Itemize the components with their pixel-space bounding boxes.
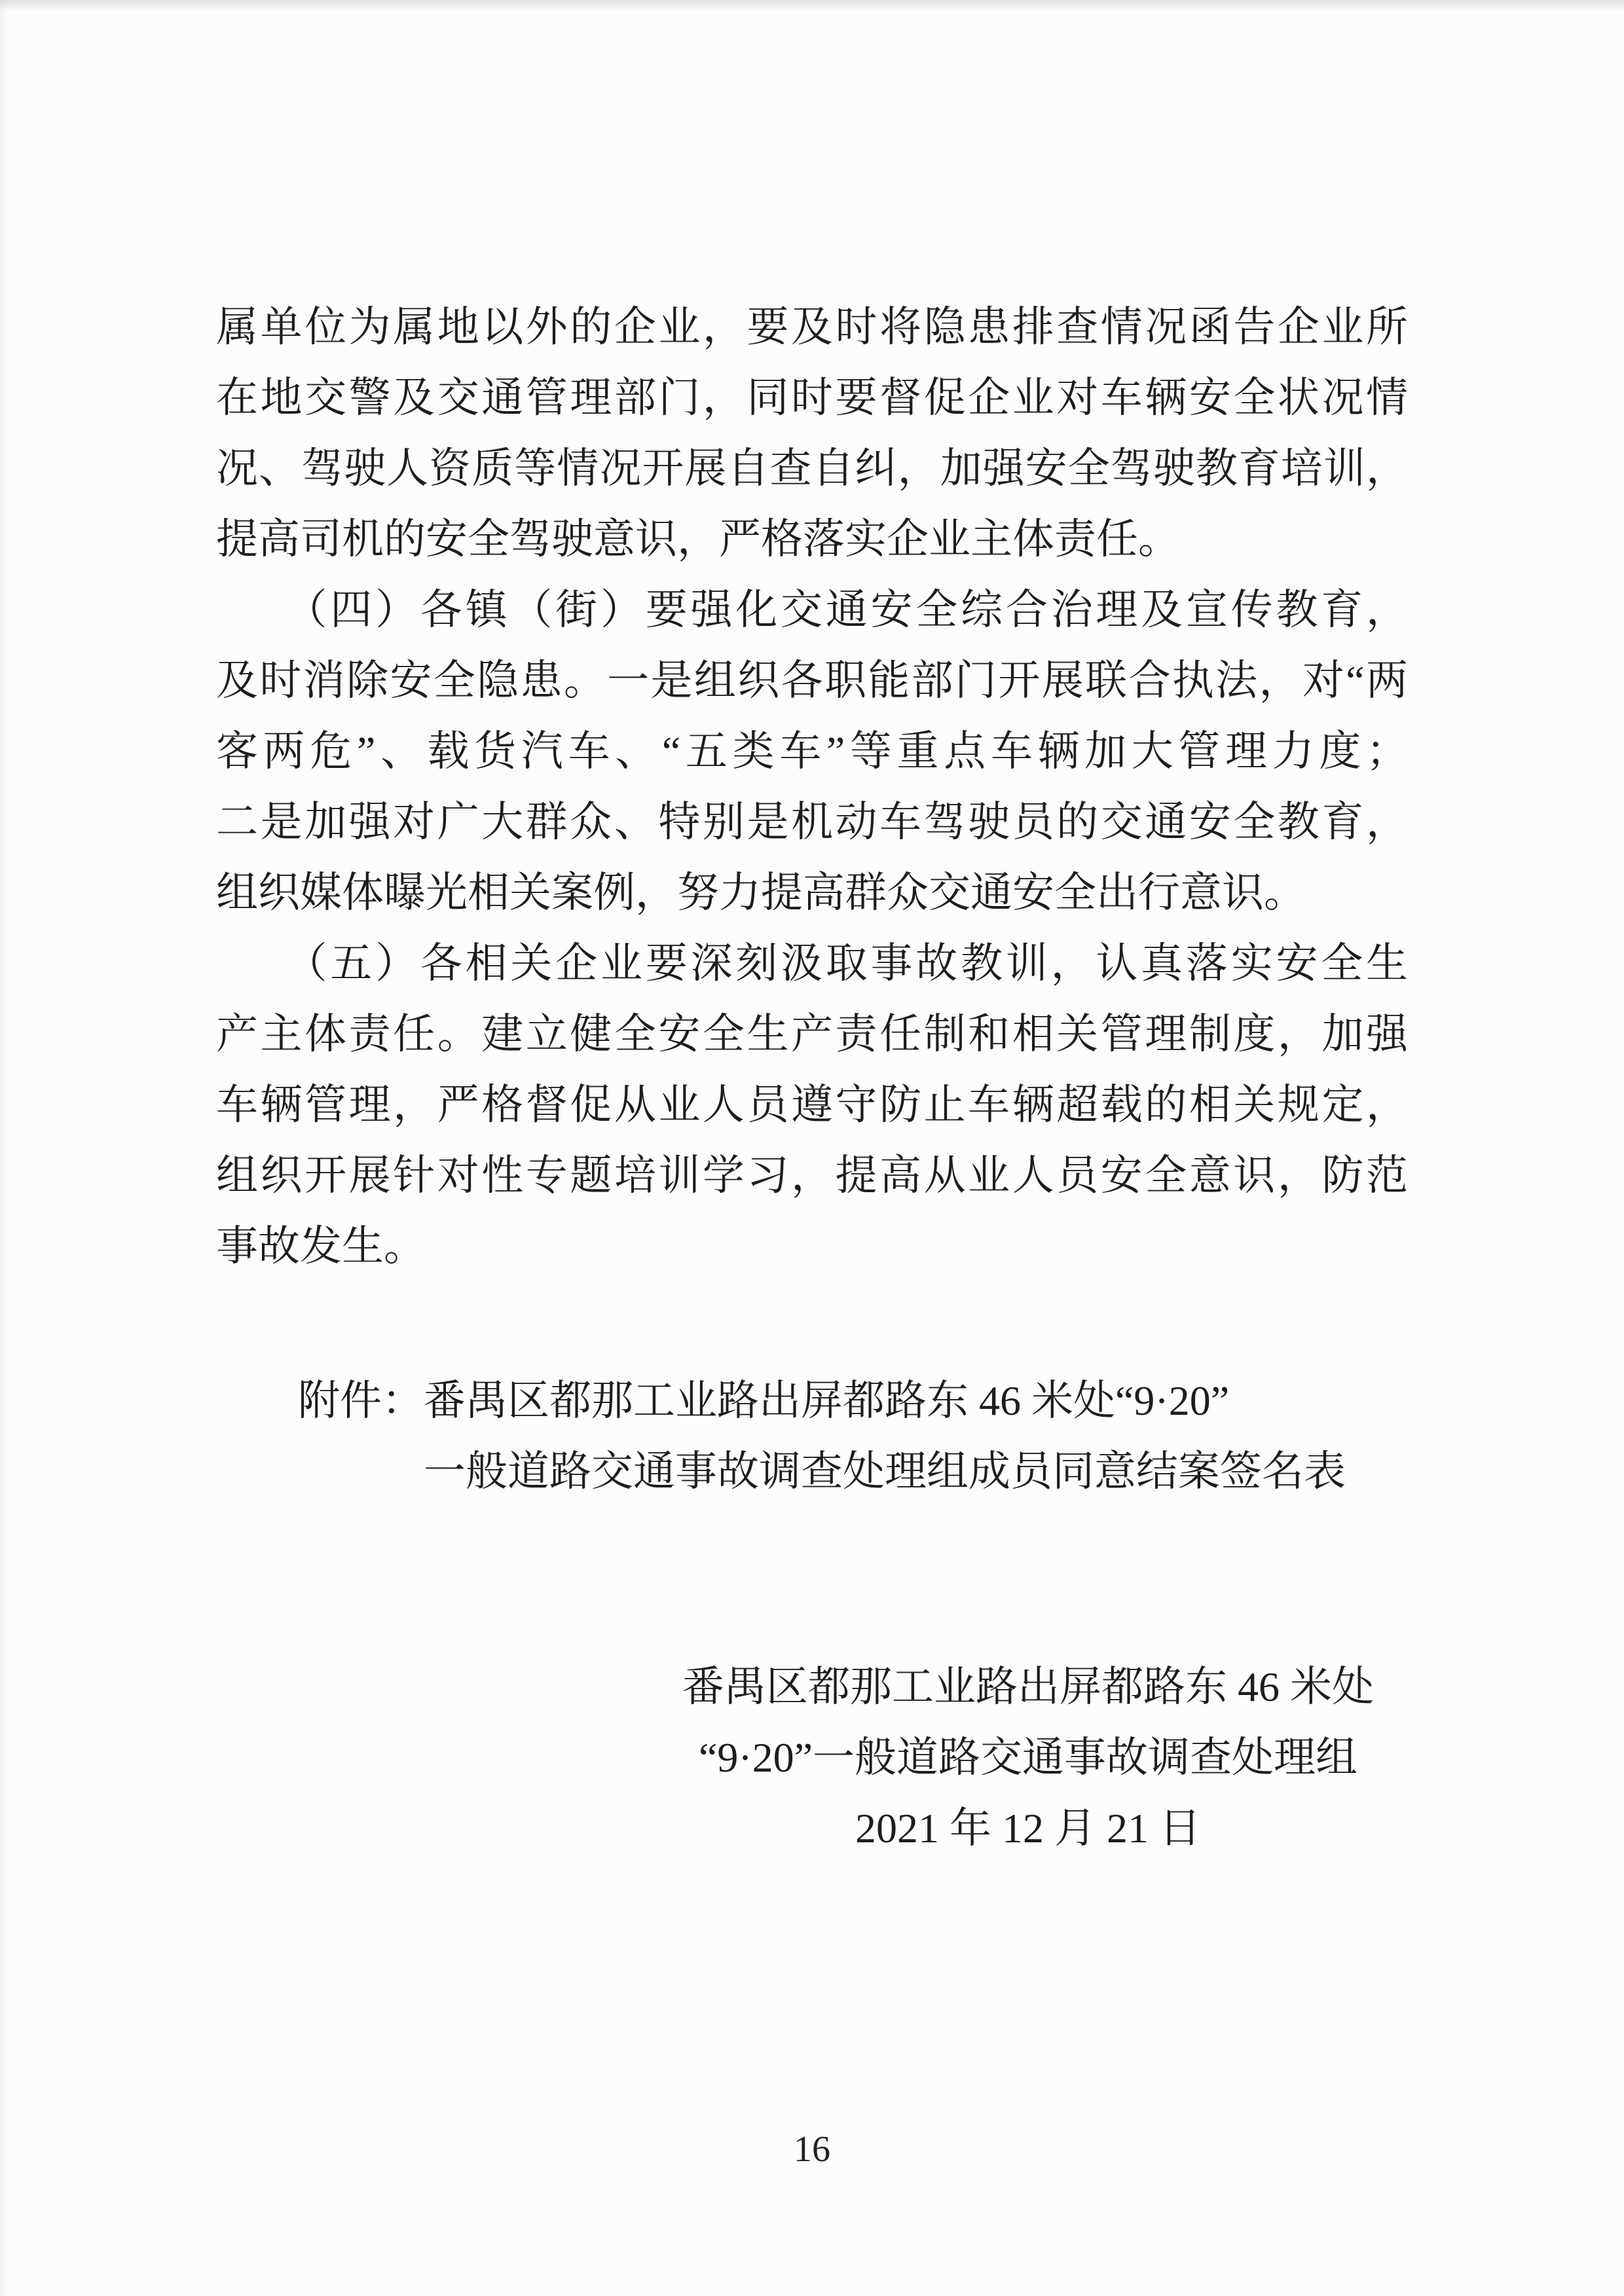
signature-block — [645, 1652, 1411, 1864]
body-line: 事故发生。 — [216, 1223, 426, 1269]
body-line: 二是加强对广大群众、特别是机动车驾驶员的交通安全教育， — [216, 799, 1408, 845]
body-line: 组织媒体曝光相关案例，努力提高群众交通安全出行意识。 — [216, 869, 1306, 916]
body-line: 车辆管理，严格督促从业人员遵守防止车辆超载的相关规定， — [216, 1082, 1408, 1128]
attachment-line-2: 一般道路交通事故调查处理组成员同意结案签名表 — [424, 1448, 1346, 1495]
signature-org-line-1: 番禺区都那工业路出屏都路东 46 米处 — [682, 1664, 1374, 1710]
signature-date: 2021 年 12 月 21 日 — [855, 1805, 1201, 1851]
body-line: 况、驾驶人资质等情况开展自查自纠，加强安全驾驶教育培训， — [216, 445, 1408, 492]
paragraph-3 — [216, 928, 1408, 1282]
scan-top-edge-artifact — [0, 0, 1624, 10]
body-line: 属单位为属地以外的企业，要及时将隐患排查情况函告企业所 — [216, 304, 1408, 350]
paragraph-2 — [216, 575, 1408, 928]
body-line: 产主体责任。建立健全安全生产责任制和相关管理制度，加强 — [216, 1011, 1408, 1057]
body-line: （四）各镇（街）要强化交通安全综合治理及宣传教育， — [216, 587, 1408, 633]
body-line: 及时消除安全隐患。一是组织各职能部门开展联合执法，对“两 — [216, 657, 1408, 704]
paragraph-1 — [216, 292, 1408, 575]
body-line: 在地交警及交通管理部门，同时要督促企业对车辆安全状况情 — [216, 374, 1408, 421]
attachment-label: 附件： — [298, 1377, 424, 1424]
attachment-line-1 — [298, 1366, 1346, 1436]
body-line: 客两危”、载货汽车、“五类车”等重点车辆加大管理力度； — [216, 728, 1408, 774]
body-text — [216, 292, 1408, 1282]
body-line: 提高司机的安全驾驶意识，严格落实企业主体责任。 — [216, 516, 1180, 562]
attachment-block — [298, 1366, 1346, 1507]
scan-left-edge-artifact — [0, 0, 8, 2296]
body-line: （五）各相关企业要深刻汲取事故教训，认真落实安全生 — [216, 940, 1408, 987]
body-line: 组织开展针对性专题培训学习，提高从业人员安全意识，防范 — [216, 1152, 1408, 1199]
signature-org-line-2: “9·20”一般道路交通事故调查处理组 — [698, 1734, 1358, 1781]
attachment-title-text: 番禺区都那工业路出屏都路东 46 米处“9·20” — [424, 1377, 1230, 1424]
page-number: 16 — [794, 2129, 830, 2170]
